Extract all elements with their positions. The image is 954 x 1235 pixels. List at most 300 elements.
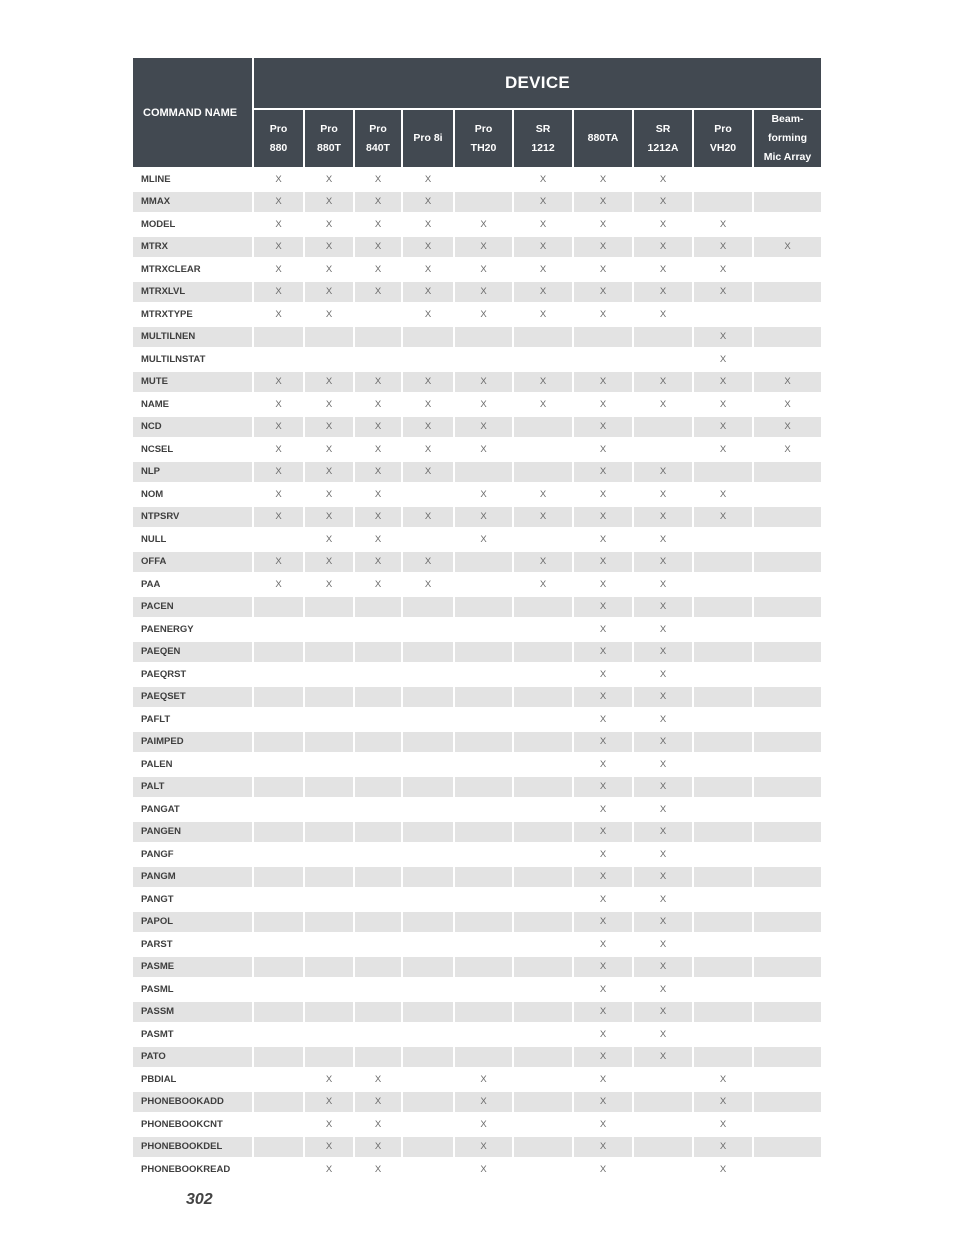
table-row: [133, 348, 821, 371]
support-cell: [693, 933, 753, 956]
support-cell: [402, 888, 454, 911]
support-cell: [253, 843, 304, 866]
support-cell: [304, 888, 354, 911]
support-cell: [354, 798, 402, 821]
device-header-line: Pro: [714, 122, 732, 135]
support-cell: [253, 528, 304, 551]
support-cell: [454, 731, 513, 754]
support-cell: X: [454, 281, 513, 304]
device-header-line: Pro: [320, 122, 338, 135]
support-cell: [454, 888, 513, 911]
table-row: [133, 393, 821, 416]
support-cell: [402, 326, 454, 349]
support-cell: [513, 596, 573, 619]
support-cell: [513, 1046, 573, 1069]
support-cell: X: [633, 798, 693, 821]
support-cell: [454, 618, 513, 641]
support-cell: X: [253, 258, 304, 281]
support-cell: [753, 978, 821, 1001]
support-cell: [454, 821, 513, 844]
support-cell: [402, 843, 454, 866]
support-cell: X: [633, 956, 693, 979]
support-cell: [753, 731, 821, 754]
support-cell: X: [454, 258, 513, 281]
support-cell: X: [573, 1158, 633, 1180]
support-cell: X: [304, 551, 354, 574]
support-cell: [513, 618, 573, 641]
support-cell: [513, 663, 573, 686]
support-cell: [253, 348, 304, 371]
table-row: [133, 213, 821, 236]
support-cell: X: [513, 551, 573, 574]
support-cell: X: [513, 236, 573, 259]
support-cell: X: [573, 1068, 633, 1091]
support-cell: [753, 911, 821, 934]
support-cell: [354, 708, 402, 731]
support-cell: X: [354, 281, 402, 304]
support-cell: [304, 843, 354, 866]
support-cell: X: [633, 281, 693, 304]
support-cell: [693, 866, 753, 889]
support-cell: [753, 573, 821, 596]
device-header-line: SR: [535, 122, 551, 135]
support-cell: X: [573, 663, 633, 686]
command-name-cell: PASML: [133, 978, 253, 1001]
support-cell: X: [573, 551, 633, 574]
support-cell: X: [513, 213, 573, 236]
support-cell: [753, 528, 821, 551]
support-cell: [513, 1001, 573, 1024]
support-cell: [304, 686, 354, 709]
support-cell: X: [253, 281, 304, 304]
table-row: [133, 236, 821, 259]
support-cell: X: [633, 686, 693, 709]
support-cell: [693, 618, 753, 641]
support-cell: [753, 618, 821, 641]
support-cell: X: [304, 528, 354, 551]
support-cell: [454, 776, 513, 799]
support-cell: [693, 1046, 753, 1069]
support-cell: [304, 1046, 354, 1069]
support-cell: [253, 1068, 304, 1091]
support-cell: [513, 461, 573, 484]
support-cell: [513, 1158, 573, 1180]
device-column-header: [454, 109, 513, 168]
support-cell: X: [633, 821, 693, 844]
table-row: [133, 753, 821, 776]
support-cell: X: [454, 483, 513, 506]
support-cell: X: [454, 393, 513, 416]
support-cell: X: [633, 303, 693, 326]
command-name-cell: MMAX: [133, 191, 253, 214]
support-cell: X: [402, 461, 454, 484]
support-cell: X: [633, 461, 693, 484]
support-cell: [402, 1091, 454, 1114]
table-row: [133, 303, 821, 326]
device-column-header: [354, 109, 402, 168]
command-name-cell: PAPOL: [133, 911, 253, 934]
support-cell: [454, 326, 513, 349]
table-row: [133, 168, 821, 191]
support-cell: X: [304, 393, 354, 416]
support-cell: X: [454, 506, 513, 529]
support-cell: [304, 978, 354, 1001]
support-cell: [354, 348, 402, 371]
command-name-cell: PHONEBOOKADD: [133, 1091, 253, 1114]
support-cell: [573, 326, 633, 349]
support-cell: X: [513, 393, 573, 416]
support-cell: [693, 686, 753, 709]
support-cell: [513, 641, 573, 664]
support-cell: [693, 798, 753, 821]
support-cell: X: [633, 911, 693, 934]
support-cell: [513, 753, 573, 776]
support-cell: X: [633, 641, 693, 664]
support-cell: [753, 1023, 821, 1046]
support-cell: X: [573, 281, 633, 304]
support-cell: X: [253, 168, 304, 191]
support-cell: X: [354, 191, 402, 214]
support-cell: [253, 1023, 304, 1046]
device-header-line: TH20: [470, 141, 497, 154]
support-cell: [253, 731, 304, 754]
command-name-cell: PAEQSET: [133, 686, 253, 709]
support-cell: [693, 191, 753, 214]
support-cell: X: [693, 416, 753, 439]
support-cell: X: [354, 483, 402, 506]
table-row: [133, 596, 821, 619]
support-cell: [402, 933, 454, 956]
support-cell: X: [693, 281, 753, 304]
support-cell: X: [633, 258, 693, 281]
command-name-header: COMMAND NAME: [133, 58, 253, 168]
table-row: [133, 776, 821, 799]
command-name-cell: NOM: [133, 483, 253, 506]
support-cell: [633, 326, 693, 349]
command-name-cell: PAEQRST: [133, 663, 253, 686]
support-cell: [693, 888, 753, 911]
support-cell: X: [304, 281, 354, 304]
support-cell: [253, 596, 304, 619]
support-cell: X: [573, 258, 633, 281]
table-row: [133, 461, 821, 484]
support-cell: [693, 911, 753, 934]
support-cell: [402, 1023, 454, 1046]
support-cell: [693, 1001, 753, 1024]
support-cell: X: [513, 573, 573, 596]
support-cell: X: [573, 371, 633, 394]
device-header-line: 880: [269, 141, 288, 154]
support-cell: X: [454, 236, 513, 259]
table-row: [133, 191, 821, 214]
page-number: 302: [186, 1191, 213, 1208]
support-cell: X: [693, 258, 753, 281]
support-cell: [354, 956, 402, 979]
support-cell: [402, 911, 454, 934]
support-cell: [454, 461, 513, 484]
table-row: [133, 866, 821, 889]
support-cell: [454, 866, 513, 889]
support-cell: [402, 798, 454, 821]
support-cell: [693, 843, 753, 866]
support-cell: X: [513, 483, 573, 506]
command-name-cell: MULTILNSTAT: [133, 348, 253, 371]
support-cell: [253, 911, 304, 934]
support-cell: [253, 888, 304, 911]
support-cell: [513, 1023, 573, 1046]
support-cell: X: [304, 1068, 354, 1091]
support-cell: [402, 866, 454, 889]
support-cell: X: [633, 236, 693, 259]
support-cell: X: [253, 483, 304, 506]
support-cell: [304, 821, 354, 844]
support-cell: X: [354, 258, 402, 281]
support-cell: X: [573, 213, 633, 236]
support-cell: X: [354, 1091, 402, 1114]
support-cell: X: [573, 573, 633, 596]
command-name-cell: PHONEBOOKCNT: [133, 1113, 253, 1136]
support-cell: X: [513, 258, 573, 281]
support-cell: X: [454, 213, 513, 236]
command-name-cell: PALT: [133, 776, 253, 799]
support-cell: [693, 168, 753, 191]
support-cell: [693, 956, 753, 979]
support-cell: X: [693, 1136, 753, 1159]
support-cell: X: [573, 236, 633, 259]
support-cell: [304, 956, 354, 979]
support-cell: [753, 326, 821, 349]
command-name-cell: NAME: [133, 393, 253, 416]
support-cell: [633, 1091, 693, 1114]
table-row: [133, 258, 821, 281]
support-cell: X: [573, 483, 633, 506]
command-name-cell: MTRXLVL: [133, 281, 253, 304]
support-cell: X: [253, 506, 304, 529]
support-cell: X: [354, 393, 402, 416]
support-cell: X: [633, 393, 693, 416]
table-row: [133, 1113, 821, 1136]
support-cell: X: [633, 933, 693, 956]
support-cell: [753, 1113, 821, 1136]
support-cell: X: [304, 461, 354, 484]
support-cell: [633, 416, 693, 439]
command-name-cell: MUTE: [133, 371, 253, 394]
support-cell: [633, 348, 693, 371]
support-cell: X: [402, 551, 454, 574]
support-cell: [304, 596, 354, 619]
command-name-cell: PASME: [133, 956, 253, 979]
support-cell: X: [693, 1158, 753, 1180]
support-cell: X: [304, 1091, 354, 1114]
command-name-cell: MULTILNEN: [133, 326, 253, 349]
support-cell: [753, 1068, 821, 1091]
support-cell: X: [573, 168, 633, 191]
support-cell: [753, 191, 821, 214]
support-cell: X: [573, 596, 633, 619]
table-row: [133, 663, 821, 686]
support-cell: X: [573, 731, 633, 754]
support-cell: [633, 438, 693, 461]
support-cell: [753, 213, 821, 236]
device-header-line: 880T: [317, 141, 341, 154]
support-cell: X: [304, 1113, 354, 1136]
support-cell: [354, 821, 402, 844]
support-cell: [454, 596, 513, 619]
support-cell: X: [573, 978, 633, 1001]
support-cell: X: [693, 438, 753, 461]
support-cell: X: [304, 236, 354, 259]
support-cell: [354, 1046, 402, 1069]
support-cell: X: [573, 956, 633, 979]
command-name-cell: PAEQEN: [133, 641, 253, 664]
support-cell: X: [454, 1136, 513, 1159]
support-cell: [354, 641, 402, 664]
support-cell: [454, 911, 513, 934]
support-cell: X: [354, 1113, 402, 1136]
support-cell: [753, 461, 821, 484]
support-cell: [253, 326, 304, 349]
support-cell: X: [354, 461, 402, 484]
support-cell: X: [633, 371, 693, 394]
support-cell: X: [354, 506, 402, 529]
support-cell: [513, 843, 573, 866]
support-cell: X: [573, 1136, 633, 1159]
support-cell: [693, 708, 753, 731]
support-cell: X: [633, 731, 693, 754]
device-header-line: Pro: [369, 122, 387, 135]
support-cell: [354, 776, 402, 799]
support-cell: [253, 866, 304, 889]
support-cell: X: [753, 438, 821, 461]
support-cell: [753, 798, 821, 821]
support-cell: [402, 641, 454, 664]
support-cell: [693, 821, 753, 844]
support-cell: [253, 933, 304, 956]
support-cell: X: [693, 348, 753, 371]
support-cell: X: [253, 191, 304, 214]
command-name-cell: NTPSRV: [133, 506, 253, 529]
support-cell: [633, 1136, 693, 1159]
device-column-header: [304, 109, 354, 168]
support-cell: X: [402, 236, 454, 259]
support-cell: X: [354, 236, 402, 259]
table-row: [133, 371, 821, 394]
support-cell: [304, 731, 354, 754]
support-cell: [253, 663, 304, 686]
support-cell: [304, 798, 354, 821]
table-row: [133, 641, 821, 664]
support-cell: [304, 1023, 354, 1046]
support-cell: [753, 258, 821, 281]
support-cell: X: [633, 213, 693, 236]
support-cell: X: [633, 506, 693, 529]
support-cell: [693, 303, 753, 326]
support-cell: X: [633, 843, 693, 866]
support-cell: [454, 798, 513, 821]
support-cell: [402, 348, 454, 371]
support-cell: X: [454, 416, 513, 439]
support-cell: X: [633, 528, 693, 551]
support-cell: [354, 303, 402, 326]
support-cell: [693, 461, 753, 484]
support-cell: X: [354, 551, 402, 574]
device-column-header: [753, 109, 821, 168]
support-cell: X: [304, 213, 354, 236]
support-cell: X: [354, 213, 402, 236]
support-cell: [753, 1091, 821, 1114]
support-cell: [513, 1136, 573, 1159]
support-cell: [253, 686, 304, 709]
support-cell: X: [573, 1001, 633, 1024]
support-cell: [693, 978, 753, 1001]
support-cell: [693, 573, 753, 596]
support-cell: X: [354, 438, 402, 461]
device-header-line: Pro: [474, 122, 493, 135]
command-name-cell: PATO: [133, 1046, 253, 1069]
table-row: [133, 821, 821, 844]
support-cell: X: [304, 438, 354, 461]
support-cell: [354, 663, 402, 686]
command-name-cell: PAA: [133, 573, 253, 596]
support-cell: [513, 686, 573, 709]
device-column-header: [253, 109, 304, 168]
support-cell: [304, 776, 354, 799]
support-cell: X: [633, 1023, 693, 1046]
support-cell: X: [304, 416, 354, 439]
support-cell: [454, 573, 513, 596]
support-cell: X: [454, 1068, 513, 1091]
support-cell: X: [573, 708, 633, 731]
support-cell: X: [454, 371, 513, 394]
table-row: [133, 843, 821, 866]
support-cell: X: [454, 1113, 513, 1136]
support-cell: X: [573, 821, 633, 844]
device-header-line: 840T: [366, 141, 390, 154]
support-cell: [253, 1136, 304, 1159]
support-cell: X: [304, 303, 354, 326]
table-row: [133, 1091, 821, 1114]
support-cell: [513, 798, 573, 821]
support-cell: X: [633, 191, 693, 214]
support-cell: [402, 1113, 454, 1136]
support-cell: [753, 663, 821, 686]
support-cell: X: [693, 213, 753, 236]
support-cell: [402, 663, 454, 686]
table-row: [133, 1046, 821, 1069]
support-cell: [402, 821, 454, 844]
support-cell: [354, 866, 402, 889]
support-cell: [513, 528, 573, 551]
table-row: [133, 731, 821, 754]
support-cell: [693, 1023, 753, 1046]
support-cell: X: [753, 393, 821, 416]
support-cell: X: [573, 641, 633, 664]
support-cell: [354, 753, 402, 776]
support-cell: [633, 1113, 693, 1136]
support-cell: X: [573, 888, 633, 911]
support-cell: X: [304, 371, 354, 394]
support-cell: [454, 1046, 513, 1069]
table-row: [133, 551, 821, 574]
support-cell: X: [402, 438, 454, 461]
support-cell: [402, 1136, 454, 1159]
support-cell: [513, 911, 573, 934]
support-cell: [753, 866, 821, 889]
support-cell: [354, 911, 402, 934]
support-cell: X: [573, 1023, 633, 1046]
support-cell: [753, 686, 821, 709]
support-cell: [753, 348, 821, 371]
